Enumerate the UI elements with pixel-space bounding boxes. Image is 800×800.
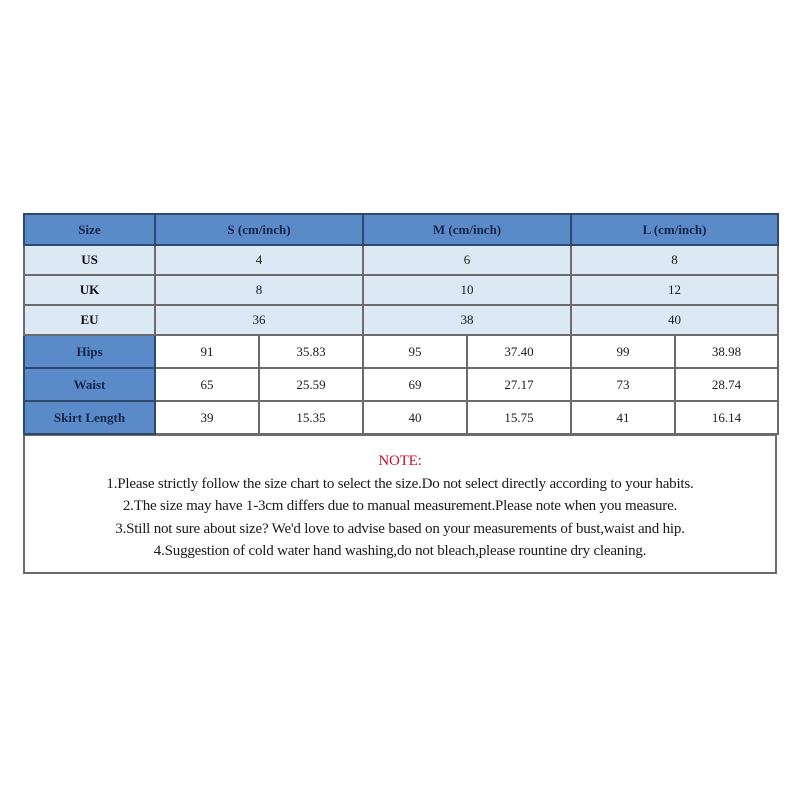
size-row-uk (24, 275, 778, 305)
cell: 39 (155, 401, 259, 434)
note-line-3: 3.Still not sure about size? We'd love to advise based on your measurements of bust,waist and hip. (115, 520, 685, 537)
cell: 38.98 (675, 335, 778, 368)
size-row-us (24, 245, 778, 275)
row-label: Hips (24, 335, 155, 368)
measurement-row-skirt-length (24, 401, 778, 434)
row-label: US (24, 245, 155, 275)
cell: 36 (155, 305, 363, 335)
cell: 40 (363, 401, 467, 434)
row-label: Waist (24, 368, 155, 401)
header-l: L (cm/inch) (571, 214, 778, 245)
note-box (23, 435, 777, 574)
cell: 27.17 (467, 368, 571, 401)
cell: 35.83 (259, 335, 363, 368)
cell: 99 (571, 335, 675, 368)
cell: 12 (571, 275, 778, 305)
header-m: M (cm/inch) (363, 214, 571, 245)
cell: 38 (363, 305, 571, 335)
row-label: EU (24, 305, 155, 335)
cell: 16.14 (675, 401, 778, 434)
cell: 15.75 (467, 401, 571, 434)
measurement-row-waist (24, 368, 778, 401)
note-line-1: 1.Please strictly follow the size chart to select the size.Do not select directly according to your habits. (106, 475, 694, 492)
cell: 91 (155, 335, 259, 368)
cell: 6 (363, 245, 571, 275)
size-chart (23, 213, 777, 574)
cell: 25.59 (259, 368, 363, 401)
note-line-4: 4.Suggestion of cold water hand washing,do not bleach,please rountine dry cleaning. (153, 543, 647, 559)
size-table (23, 213, 779, 435)
cell: 8 (571, 245, 778, 275)
cell: 28.74 (675, 368, 778, 401)
size-row-eu (24, 305, 778, 335)
cell: 40 (571, 305, 778, 335)
cell: 8 (155, 275, 363, 305)
cell: 73 (571, 368, 675, 401)
row-label: UK (24, 275, 155, 305)
cell: 95 (363, 335, 467, 368)
cell: 41 (571, 401, 675, 434)
cell: 69 (363, 368, 467, 401)
cell: 10 (363, 275, 571, 305)
cell: 37.40 (467, 335, 571, 368)
measurement-row-hips (24, 335, 778, 368)
header-s: S (cm/inch) (155, 214, 363, 245)
cell: 65 (155, 368, 259, 401)
row-label: Skirt Length (24, 401, 155, 434)
note-line-2: 2.The size may have 1-3cm differs due to manual measurement.Please note when you measure. (122, 498, 678, 514)
note-title: NOTE: (378, 453, 422, 469)
cell: 4 (155, 245, 363, 275)
header-row (24, 214, 778, 245)
cell: 15.35 (259, 401, 363, 434)
header-size-label: Size (24, 214, 155, 245)
